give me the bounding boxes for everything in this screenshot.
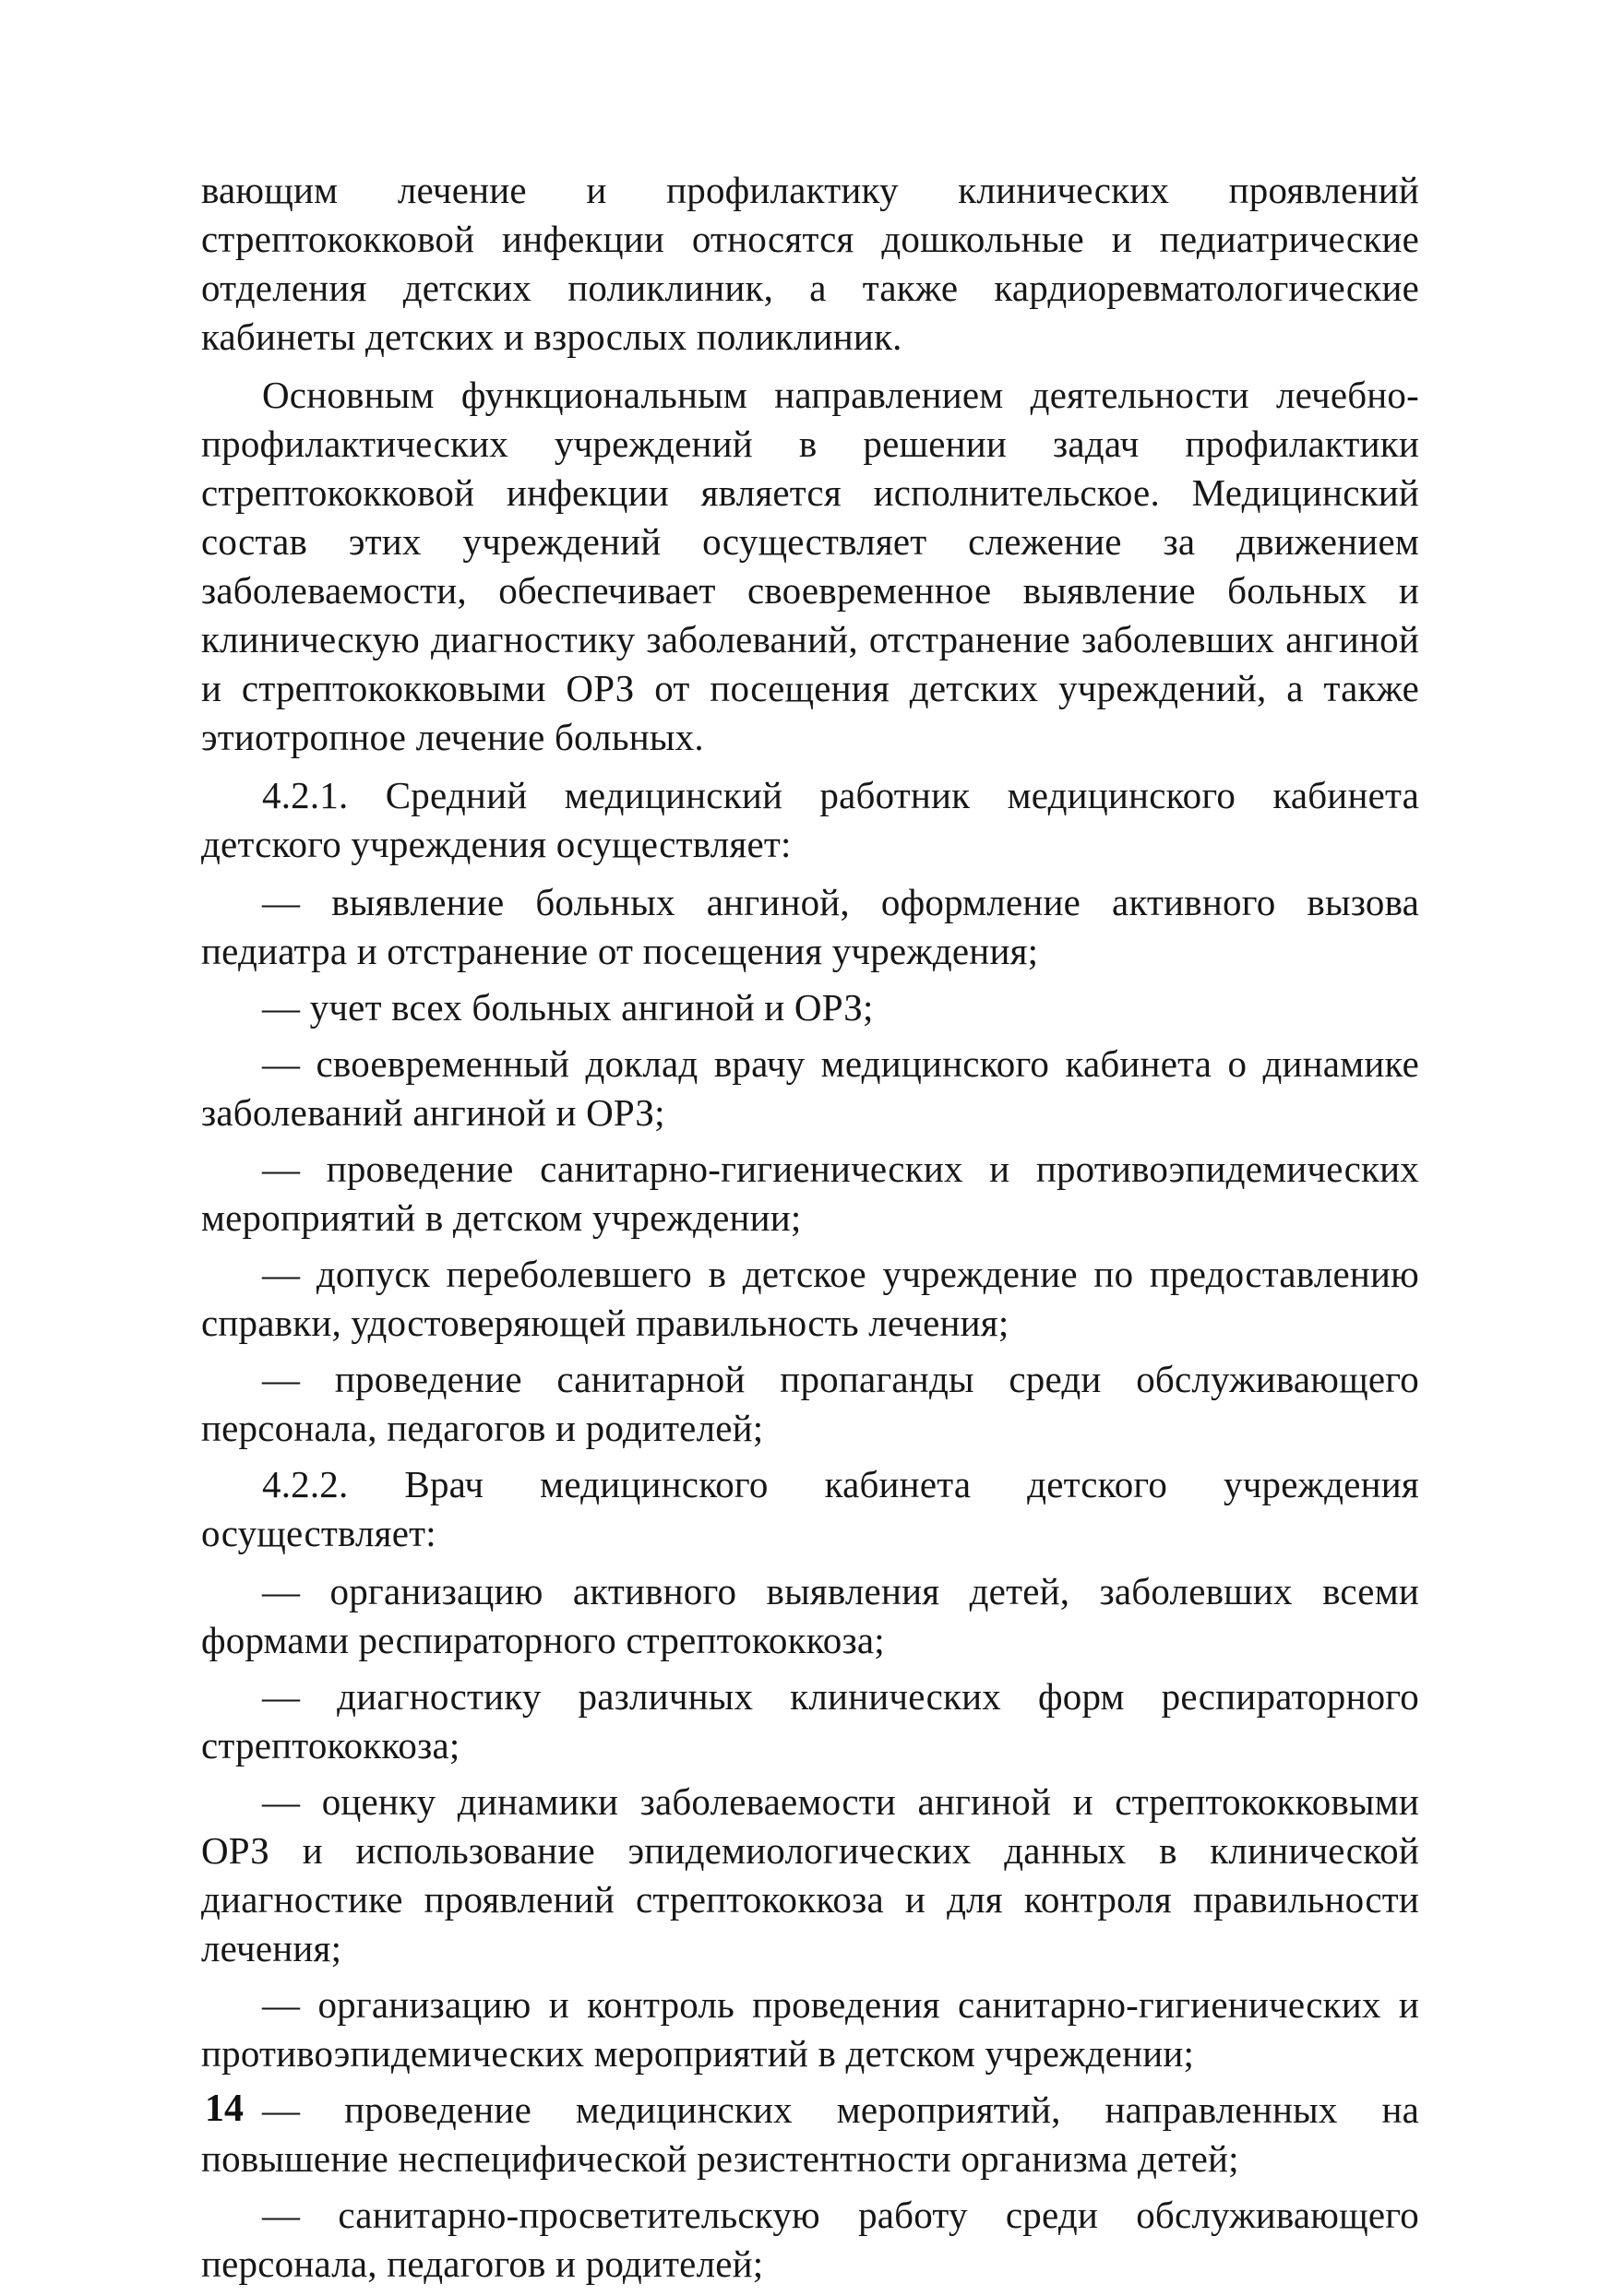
list-item: — своевременный доклад врачу медицинского кабинета о динамике заболеваний ангиной и ОРЗ; [201,1042,1419,1134]
list-item: — проведение медицинских мероприятий, направленных на повышение неспецифической резистентности организма детей; [201,2088,1419,2180]
list-item: — санитарно-просветительскую работу среди обслуживающего персонала, педагогов и родителей; [201,2194,1419,2285]
list-item: — проведение санитарно-гигиенических и противоэпидемических мероприятий в детском учреждении; [201,1148,1419,1239]
list-item: — проведение санитарной пропаганды среди обслуживающего персонала, педагогов и родителей; [201,1358,1419,1449]
document-page [201,166,1419,2296]
list-item: — допуск переболевшего в детское учреждение по предоставлению справки, удостоверяющей правильность лечения; [201,1253,1419,1344]
list-item: — организацию и контроль проведения санитарно-гигиенических и противоэпидемических мероприятий в детском учреждении; [201,1983,1419,2075]
list-item: — учет всех больных ангиной и ОРЗ; [262,986,874,1029]
list-item: — выявление больных ангиной, оформление активного вызова педиатра и отстранение от посещения учреждения; [201,881,1419,972]
paragraph-continuation: вающим лечение и профилактику клинических проявлений стрептококковой инфекции относятся дошкольные и педиатрические отделения детских поликлиник, а также кардиоревматологические кабинеты детских и взрослых поликлиник. [201,169,1419,358]
list-item: — оценку динамики заболеваемости ангиной и стрептококковыми ОРЗ и использование эпидемиологических данных в клинической диагностике проявлений стрептококкоза и для контроля правильности лечения; [201,1780,1419,1969]
list-item: — диагностику различных клинических форм респираторного стрептококкоза; [201,1675,1419,1767]
list-item: — организацию активного выявления детей, заболевших всеми формами респираторного стрептококкоза; [201,1570,1419,1661]
paragraph-functional-direction: Основным функциональным направлением деятельности лечебно-профилактических учреждений в решении задач профилактики стрептококковой инфекции является исполнительское. Медицинский состав этих учреждений осуществляет слежение за движением заболеваемости, обеспечивает своевременное выявление больных и клиническую диагностику заболеваний, отстранение заболевших ангиной и стрептококковыми ОРЗ от посещения детских учреждений, а также этиотропное лечение больных. [201,374,1419,758]
section-4-2-2-heading: 4.2.2. Врач медицинского кабинета детского учреждения осуществляет: [201,1463,1419,1554]
page-number: 14 [205,2088,244,2130]
section-4-2-1-heading: 4.2.1. Средний медицинский работник медицинского кабинета детского учреждения осуществляет: [201,774,1419,865]
